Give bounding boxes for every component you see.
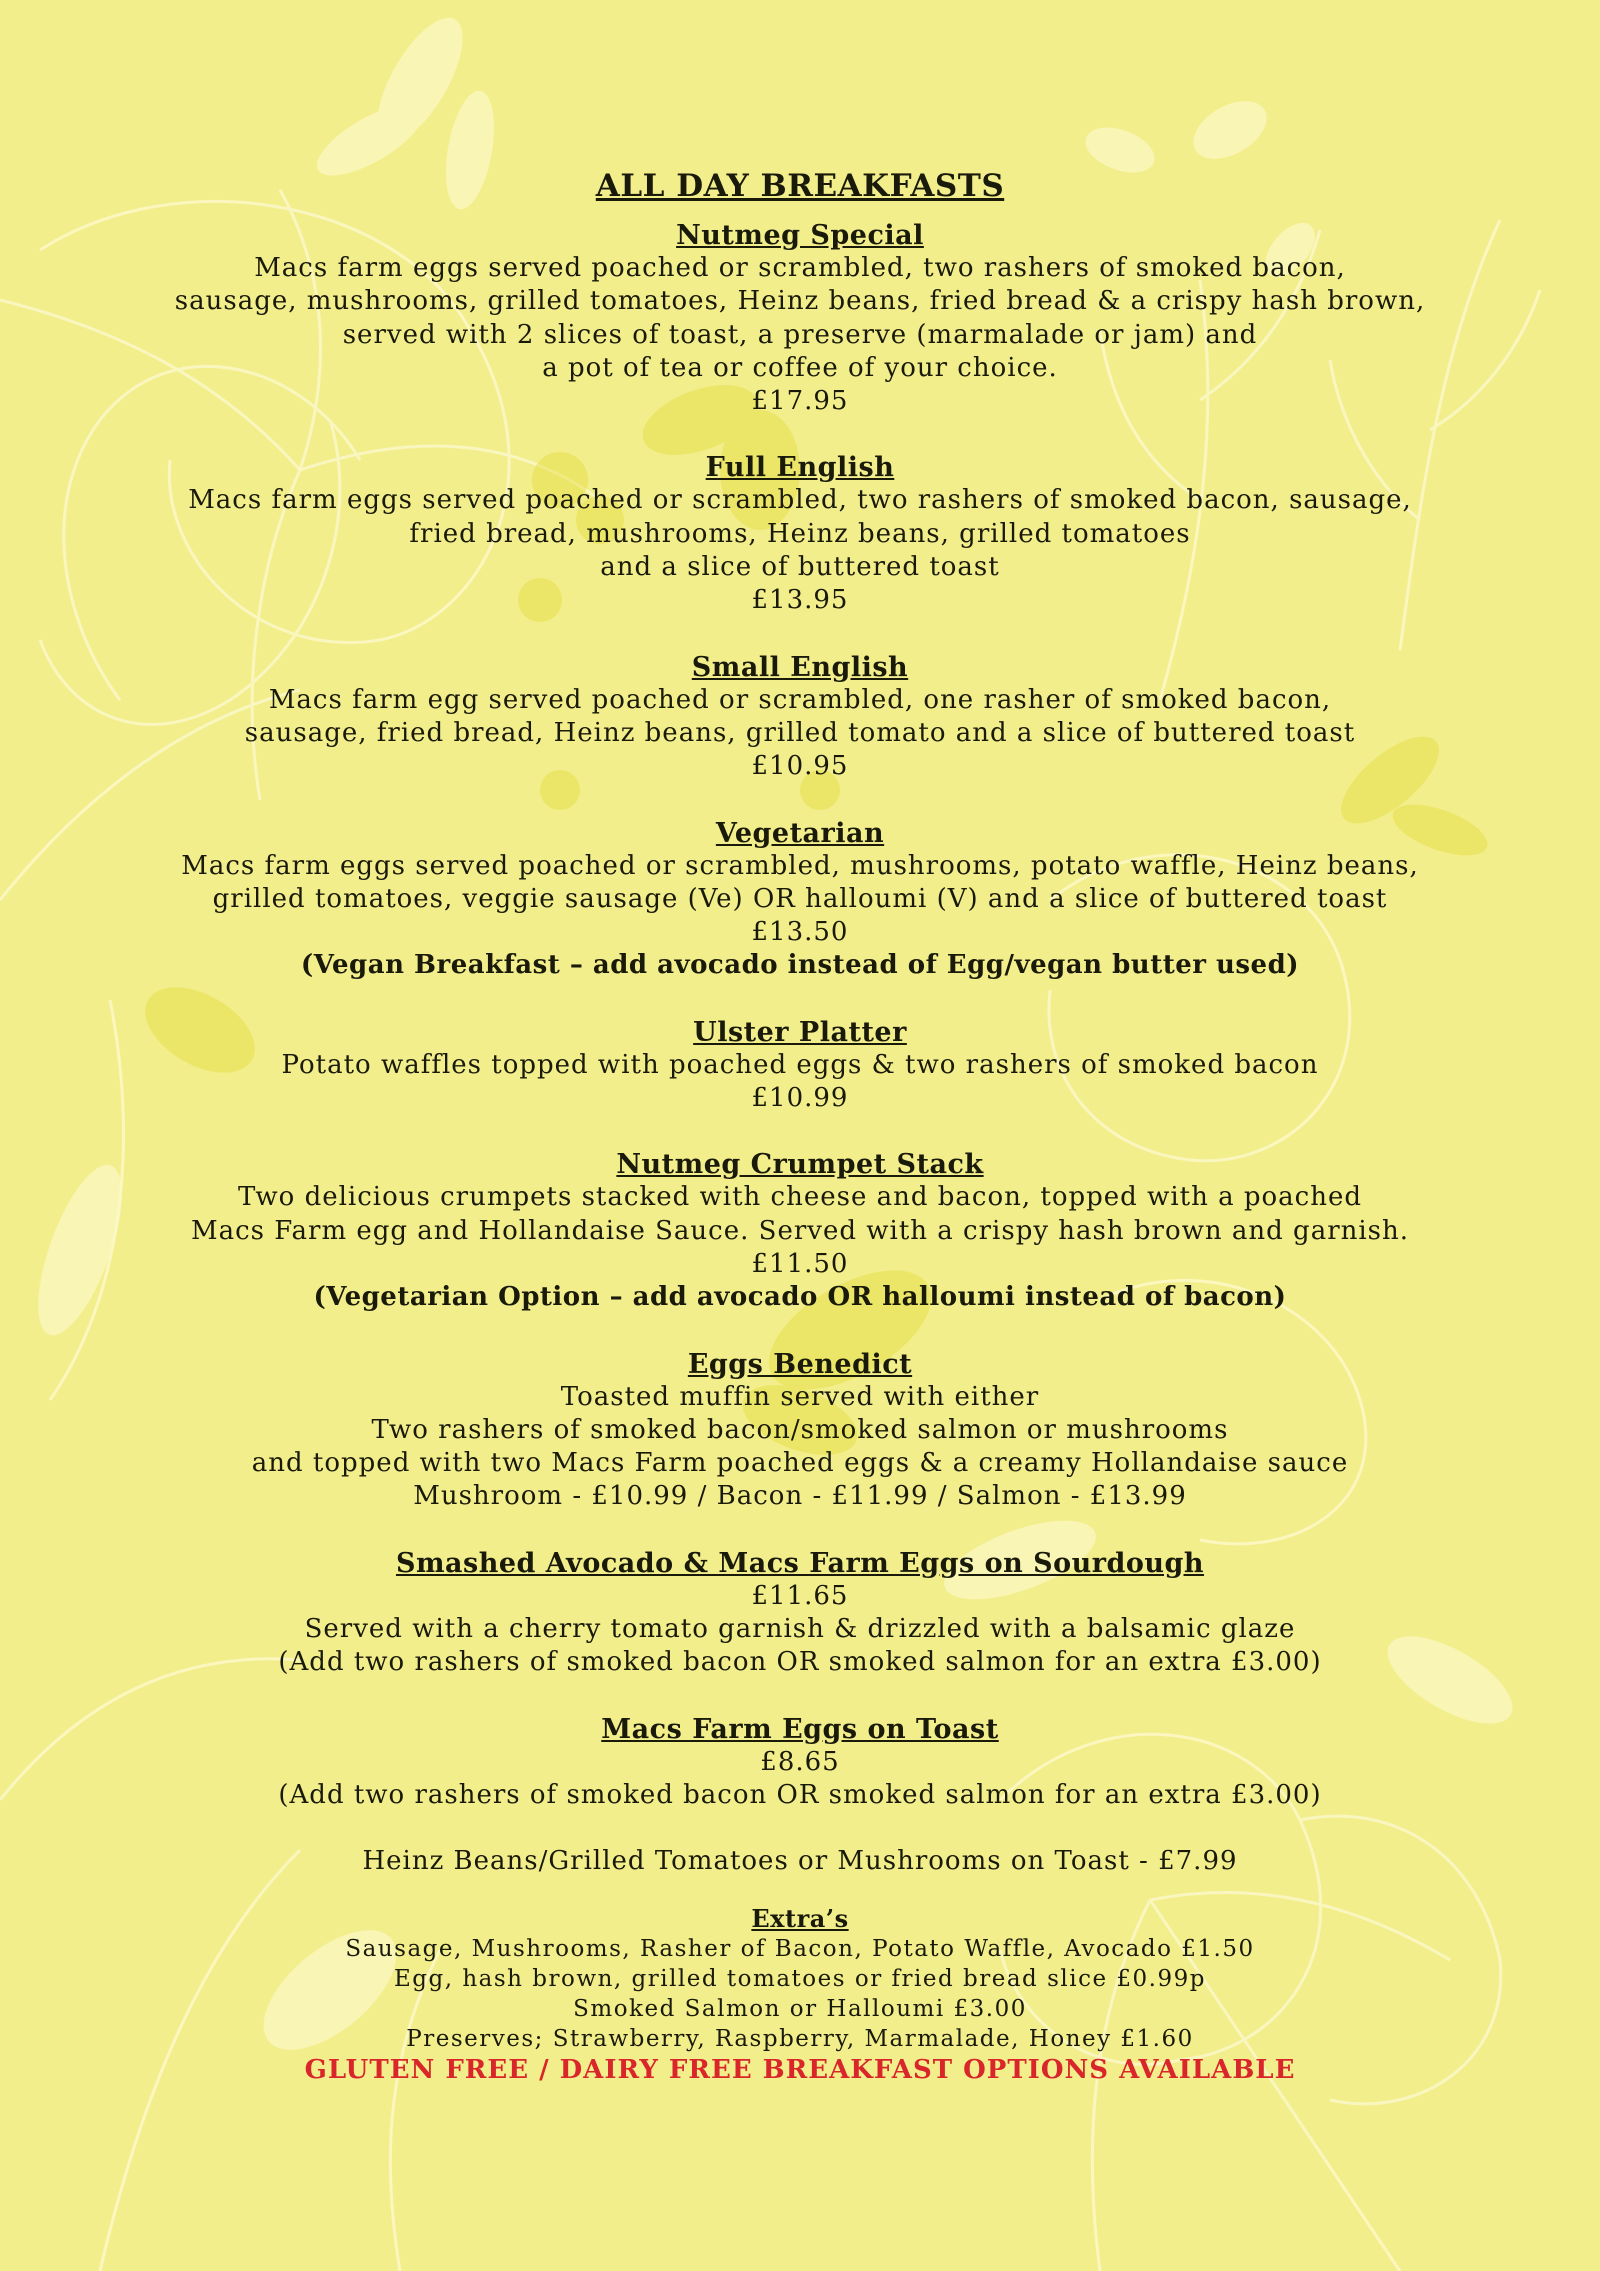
menu-items	[100, 219, 1500, 1812]
menu-item-name: Small English	[691, 651, 909, 683]
menu-item-line: Potato waffles topped with poached eggs & two rashers of smoked bacon	[281, 1049, 1319, 1080]
menu-item-line: grilled tomatoes, veggie sausage (Ve) OR halloumi (V) and a slice of buttered toast	[212, 883, 1388, 914]
extras-title: Extra’s	[751, 1904, 849, 1934]
menu-item-line: Macs Farm egg and Hollandaise Sauce. Served with a crispy hash brown and garnish.	[190, 1215, 1410, 1246]
menu-item	[100, 1547, 1500, 1680]
menu-item-line: £13.95	[751, 585, 849, 616]
extras-line: Preserves; Strawberry, Raspberry, Marmalade, Honey £1.60	[406, 2026, 1194, 2053]
menu-item-name: Full English	[705, 452, 895, 484]
menu-item	[100, 219, 1500, 418]
menu-item-name: Ulster Platter	[693, 1016, 907, 1048]
menu-item	[100, 1713, 1500, 1813]
extras-line: Egg, hash brown, grilled tomatoes or fried bread slice £0.99p	[394, 1966, 1206, 1993]
menu-item-line: £11.50	[751, 1248, 849, 1279]
menu-item-name: Macs Farm Eggs on Toast	[601, 1713, 999, 1745]
menu-item	[100, 1348, 1500, 1514]
menu-item-line: Mushroom - £10.99 / Bacon - £11.99 / Salmon - £13.99	[413, 1481, 1187, 1512]
breakfast-menu	[100, 165, 1500, 2086]
menu-item-name: Nutmeg Special	[676, 220, 924, 251]
extras-section	[100, 1904, 1500, 2054]
menu-title: ALL DAY BREAKFASTS	[595, 168, 1005, 204]
menu-item-line: Toasted muffin served with either	[560, 1381, 1040, 1412]
menu-item-line: Two delicious crumpets stacked with cheese and bacon, topped with a poached	[237, 1182, 1362, 1213]
menu-item-line: £17.95	[751, 386, 849, 417]
menu-item-line: served with 2 slices of toast, a preserve (marmalade or jam) and	[342, 319, 1258, 350]
menu-item	[100, 1148, 1500, 1314]
menu-item-line: sausage, fried bread, Heinz beans, grilled tomato and a slice of buttered toast	[244, 717, 1356, 748]
menu-item-line: and a slice of buttered toast	[600, 552, 1000, 583]
menu-item	[100, 651, 1500, 784]
menu-item-line: Macs farm eggs served poached or scrambled, two rashers of smoked bacon, sausage,	[188, 485, 1412, 516]
menu-item-line: (Add two rashers of smoked bacon OR smoked salmon for an extra £3.00)	[278, 1779, 1322, 1810]
extras-line: Sausage, Mushrooms, Rasher of Bacon, Potato Waffle, Avocado £1.50	[345, 1936, 1255, 1963]
menu-item-name: Smashed Avocado & Macs Farm Eggs on Sourdough	[395, 1547, 1205, 1579]
menu-item-line: Two rashers of smoked bacon/smoked salmon or mushrooms	[371, 1414, 1229, 1445]
menu-item-line: Served with a cherry tomato garnish & drizzled with a balsamic glaze	[304, 1614, 1296, 1645]
menu-item-line: £13.50	[751, 917, 849, 948]
menu-item-line: and topped with two Macs Farm poached eggs & a creamy Hollandaise sauce	[251, 1448, 1349, 1479]
menu-item	[100, 817, 1500, 983]
menu-item-line: (Add two rashers of smoked bacon OR smoked salmon for an extra £3.00)	[278, 1647, 1322, 1678]
menu-item-line: Macs farm eggs served poached or scrambled, mushrooms, potato waffle, Heinz beans,	[181, 850, 1419, 881]
extras-line: Smoked Salmon or Halloumi £3.00	[573, 1996, 1027, 2023]
menu-item-line: £11.65	[751, 1580, 849, 1611]
gluten-free-notice: GLUTEN FREE / DAIRY FREE BREAKFAST OPTIONS AVAILABLE	[304, 2055, 1296, 2086]
menu-item-line: £8.65	[760, 1746, 840, 1777]
menu-item-line: £10.99	[751, 1083, 849, 1114]
menu-item-line: Macs farm eggs served poached or scrambled, two rashers of smoked bacon,	[254, 253, 1346, 283]
menu-item-line: sausage, mushrooms, grilled tomatoes, Heinz beans, fried bread & a crispy hash brown,	[174, 286, 1426, 317]
menu-item-line: Macs farm egg served poached or scrambled, one rasher of smoked bacon,	[268, 684, 1332, 715]
menu-item-line: fried bread, mushrooms, Heinz beans, grilled tomatoes	[409, 518, 1191, 549]
menu-item-line: £10.95	[751, 751, 849, 782]
menu-item	[100, 1016, 1500, 1116]
beans-on-toast-line: Heinz Beans/Grilled Tomatoes or Mushrooms on Toast - £7.99	[362, 1846, 1238, 1877]
menu-item-note: (Vegan Breakfast – add avocado instead of Egg/vegan butter used)	[300, 950, 1300, 981]
menu-item-note: (Vegetarian Option – add avocado OR halloumi instead of bacon)	[313, 1282, 1287, 1313]
menu-item-name: Nutmeg Crumpet Stack	[616, 1149, 984, 1181]
menu-item-name: Vegetarian	[715, 817, 885, 849]
menu-item-line: a pot of tea or coffee of your choice.	[542, 352, 1058, 383]
menu-item-name: Eggs Benedict	[687, 1348, 913, 1380]
menu-item	[100, 451, 1500, 617]
